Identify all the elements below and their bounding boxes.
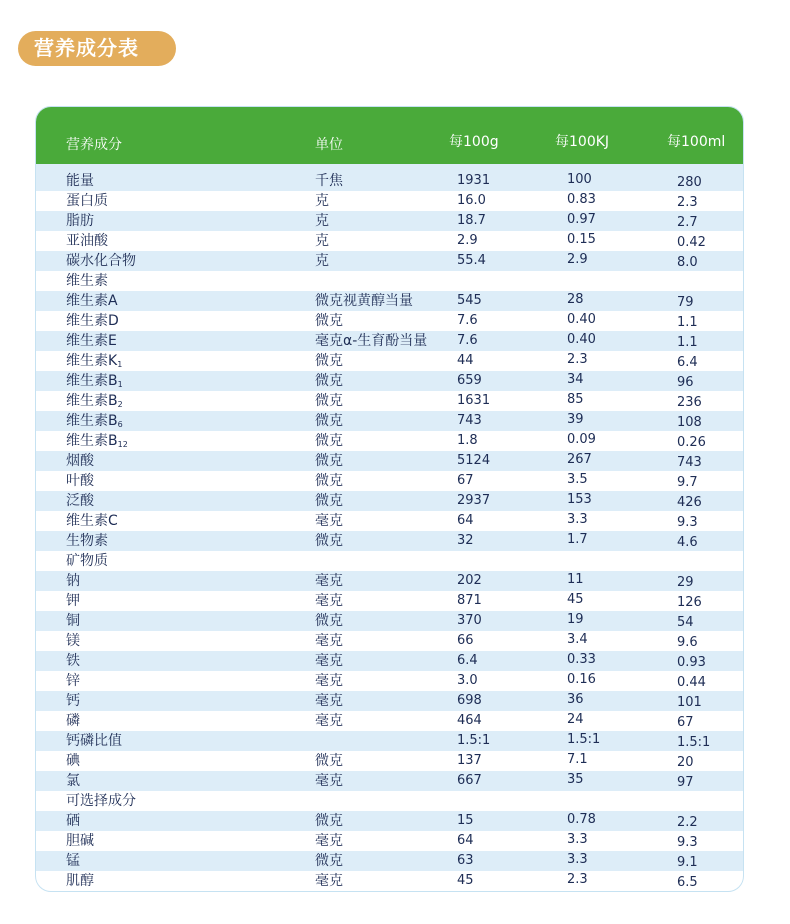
per-100ml-cell: 79 xyxy=(677,295,694,310)
nutrient-name xyxy=(66,491,94,511)
nutrient-name xyxy=(66,811,80,831)
nutrient-name xyxy=(66,651,80,671)
table-row xyxy=(36,871,743,891)
nutrient-name xyxy=(66,251,136,271)
per-100g-cell: 5124 xyxy=(457,453,491,468)
per-100g-cell: 6.4 xyxy=(457,653,478,668)
per-100g-cell: 63 xyxy=(457,853,474,868)
per-100g-cell: 464 xyxy=(457,713,482,728)
nutrient-name xyxy=(66,711,80,731)
table-row xyxy=(36,451,743,471)
table-row xyxy=(36,351,743,371)
table-row xyxy=(36,271,743,291)
nutrient-name-text: 锰 xyxy=(66,853,80,869)
per-100kj-cell: 3.5 xyxy=(567,472,588,487)
unit-cell: 毫克 xyxy=(315,573,343,589)
per-100ml-cell: 67 xyxy=(677,715,694,730)
header-per-100g: 每100g xyxy=(449,134,499,150)
nutrient-name-text: 铜 xyxy=(66,613,80,629)
table-row xyxy=(36,731,743,751)
per-100g-cell: 2937 xyxy=(457,493,491,508)
unit-cell: 微克 xyxy=(315,373,343,389)
per-100g-cell: 2.9 xyxy=(457,233,478,248)
nutrient-subscript: 12 xyxy=(117,440,128,449)
nutrient-name-text: 烟酸 xyxy=(66,453,94,469)
nutrient-name-text: 维生素A xyxy=(66,293,118,309)
nutrient-name xyxy=(66,471,94,491)
table-row xyxy=(36,391,743,411)
nutrient-name-text: 泛酸 xyxy=(66,493,94,509)
table-row xyxy=(36,671,743,691)
nutrient-name xyxy=(66,311,119,331)
nutrient-name-text: 钙 xyxy=(66,693,80,709)
nutrient-name-text: 胆碱 xyxy=(66,833,94,849)
nutrition-table xyxy=(35,106,744,892)
nutrient-name xyxy=(66,671,80,691)
per-100ml-cell: 96 xyxy=(677,375,694,390)
table-row xyxy=(36,251,743,271)
per-100g-cell: 667 xyxy=(457,773,482,788)
unit-cell: 毫克 xyxy=(315,713,343,729)
table-row xyxy=(36,371,743,391)
nutrient-name-text: 维生素D xyxy=(66,313,119,329)
nutrient-name xyxy=(66,691,80,711)
per-100kj-cell: 3.4 xyxy=(567,632,588,647)
nutrient-name-text: 蛋白质 xyxy=(66,193,108,209)
unit-cell: 千焦 xyxy=(315,173,343,189)
per-100kj-cell: 153 xyxy=(567,492,592,507)
table-row xyxy=(36,611,743,631)
header-unit: 单位 xyxy=(315,137,343,153)
unit-cell: 毫克 xyxy=(315,593,343,609)
unit-cell: 毫克 xyxy=(315,873,343,889)
per-100g-cell: 18.7 xyxy=(457,213,486,228)
table-row xyxy=(36,831,743,851)
nutrient-name xyxy=(66,871,94,891)
per-100kj-cell: 3.3 xyxy=(567,832,588,847)
per-100ml-cell: 2.2 xyxy=(677,815,698,830)
table-row xyxy=(36,551,743,571)
per-100kj-cell: 0.78 xyxy=(567,812,596,827)
per-100ml-cell: 236 xyxy=(677,395,702,410)
unit-cell: 微克 xyxy=(315,533,343,549)
unit-cell: 微克视黄醇当量 xyxy=(315,293,413,309)
nutrient-name-text: 维生素B xyxy=(66,413,118,429)
table-row xyxy=(36,851,743,871)
nutrient-subscript: 1 xyxy=(117,380,123,389)
per-100g-cell: 16.0 xyxy=(457,193,486,208)
per-100kj-cell: 0.16 xyxy=(567,672,596,687)
per-100kj-cell: 2.3 xyxy=(567,872,588,887)
nutrient-name-text: 生物素 xyxy=(66,533,108,549)
nutrient-name-text: 钾 xyxy=(66,593,80,609)
per-100g-cell: 659 xyxy=(457,373,482,388)
page-title: 营养成分表 xyxy=(18,31,176,66)
nutrient-name-text: 维生素B xyxy=(66,393,118,409)
per-100ml-cell: 743 xyxy=(677,455,702,470)
table-row xyxy=(36,771,743,791)
per-100kj-cell: 24 xyxy=(567,712,584,727)
nutrient-name-text: 可选择成分 xyxy=(66,793,136,809)
per-100kj-cell: 85 xyxy=(567,392,584,407)
unit-cell: 微克 xyxy=(315,313,343,329)
per-100ml-cell: 4.6 xyxy=(677,535,698,550)
unit-cell: 微克 xyxy=(315,753,343,769)
nutrient-name-text: 叶酸 xyxy=(66,473,94,489)
unit-cell: 克 xyxy=(315,213,329,229)
nutrient-name xyxy=(66,851,80,871)
unit-cell: 微克 xyxy=(315,353,343,369)
per-100kj-cell: 7.1 xyxy=(567,752,588,767)
per-100g-cell: 743 xyxy=(457,413,482,428)
nutrient-name xyxy=(66,191,108,211)
per-100ml-cell: 280 xyxy=(677,175,702,190)
per-100kj-cell: 0.97 xyxy=(567,212,596,227)
table-row xyxy=(36,811,743,831)
table-row xyxy=(36,431,743,451)
unit-cell: 毫克 xyxy=(315,673,343,689)
per-100kj-cell: 1.7 xyxy=(567,532,588,547)
per-100ml-cell: 8.0 xyxy=(677,255,698,270)
per-100g-cell: 545 xyxy=(457,293,482,308)
per-100ml-cell: 101 xyxy=(677,695,702,710)
unit-cell: 克 xyxy=(315,193,329,209)
per-100kj-cell: 11 xyxy=(567,572,584,587)
table-row xyxy=(36,531,743,551)
header-spacer xyxy=(36,164,743,171)
per-100kj-cell: 39 xyxy=(567,412,584,427)
per-100ml-cell: 9.7 xyxy=(677,475,698,490)
per-100kj-cell: 36 xyxy=(567,692,584,707)
unit-cell: 毫克 xyxy=(315,513,343,529)
table-row xyxy=(36,171,743,191)
per-100kj-cell: 0.15 xyxy=(567,232,596,247)
nutrient-name-text: 锌 xyxy=(66,673,80,689)
per-100ml-cell: 2.3 xyxy=(677,195,698,210)
nutrient-name-text: 氯 xyxy=(66,773,80,789)
per-100ml-cell: 6.5 xyxy=(677,875,698,890)
unit-cell: 微克 xyxy=(315,433,343,449)
unit-cell: 克 xyxy=(315,253,329,269)
nutrient-name xyxy=(66,831,94,851)
nutrient-name-text: 亚油酸 xyxy=(66,233,108,249)
unit-cell: 毫克 xyxy=(315,653,343,669)
per-100kj-cell: 19 xyxy=(567,612,584,627)
nutrient-name xyxy=(66,611,80,631)
per-100g-cell: 871 xyxy=(457,593,482,608)
per-100g-cell: 3.0 xyxy=(457,673,478,688)
per-100g-cell: 55.4 xyxy=(457,253,486,268)
nutrient-name-text: 镁 xyxy=(66,633,80,649)
nutrient-name-text: 铁 xyxy=(66,653,80,669)
nutrient-name xyxy=(66,731,122,751)
table-header xyxy=(36,107,743,164)
nutrient-name-text: 维生素K xyxy=(66,353,118,369)
per-100g-cell: 1631 xyxy=(457,393,491,408)
table-row xyxy=(36,471,743,491)
nutrient-name xyxy=(66,451,94,471)
per-100ml-cell: 9.6 xyxy=(677,635,698,650)
per-100kj-cell: 3.3 xyxy=(567,852,588,867)
table-row xyxy=(36,331,743,351)
unit-cell: 微克 xyxy=(315,853,343,869)
unit-cell: 毫克α-生育酚当量 xyxy=(315,333,428,349)
nutrient-name xyxy=(66,511,118,531)
nutrient-name-text: 钙磷比值 xyxy=(66,733,122,749)
table-row xyxy=(36,211,743,231)
nutrient-name xyxy=(66,631,80,651)
nutrient-name xyxy=(66,271,108,291)
per-100kj-cell: 28 xyxy=(567,292,584,307)
nutrient-name xyxy=(66,171,94,191)
nutrient-name xyxy=(66,791,136,811)
nutrient-name xyxy=(66,571,80,591)
per-100g-cell: 137 xyxy=(457,753,482,768)
header-nutrient: 营养成分 xyxy=(66,137,122,153)
per-100ml-cell: 426 xyxy=(677,495,702,510)
per-100g-cell: 44 xyxy=(457,353,474,368)
per-100kj-cell: 0.33 xyxy=(567,652,596,667)
table-row xyxy=(36,491,743,511)
nutrient-name xyxy=(66,771,80,791)
per-100ml-cell: 1.5:1 xyxy=(677,735,711,750)
unit-cell: 毫克 xyxy=(315,633,343,649)
table-row xyxy=(36,591,743,611)
table-row xyxy=(36,751,743,771)
per-100kj-cell: 35 xyxy=(567,772,584,787)
nutrient-name-text: 硒 xyxy=(66,813,80,829)
table-row xyxy=(36,191,743,211)
per-100kj-cell: 0.09 xyxy=(567,432,596,447)
table-row xyxy=(36,631,743,651)
per-100g-cell: 64 xyxy=(457,513,474,528)
unit-cell: 克 xyxy=(315,233,329,249)
unit-cell: 毫克 xyxy=(315,693,343,709)
per-100g-cell: 15 xyxy=(457,813,474,828)
per-100kj-cell: 2.3 xyxy=(567,352,588,367)
per-100g-cell: 202 xyxy=(457,573,482,588)
per-100ml-cell: 108 xyxy=(677,415,702,430)
nutrient-name-text: 肌醇 xyxy=(66,873,94,889)
per-100kj-cell: 267 xyxy=(567,452,592,467)
table-row xyxy=(36,691,743,711)
unit-cell: 微克 xyxy=(315,613,343,629)
per-100kj-cell: 100 xyxy=(567,172,592,187)
per-100kj-cell: 2.9 xyxy=(567,252,588,267)
nutrient-name-text: 维生素 xyxy=(66,273,108,289)
per-100ml-cell: 0.44 xyxy=(677,675,706,690)
table-row xyxy=(36,571,743,591)
unit-cell: 毫克 xyxy=(315,773,343,789)
nutrient-name-text: 能量 xyxy=(66,173,94,189)
per-100ml-cell: 1.1 xyxy=(677,315,698,330)
per-100ml-cell: 9.3 xyxy=(677,515,698,530)
per-100kj-cell: 0.40 xyxy=(567,312,596,327)
per-100g-cell: 66 xyxy=(457,633,474,648)
nutrient-name xyxy=(66,291,118,311)
nutrient-name-text: 钠 xyxy=(66,573,80,589)
per-100kj-cell: 34 xyxy=(567,372,584,387)
table-row xyxy=(36,231,743,251)
per-100ml-cell: 1.1 xyxy=(677,335,698,350)
table-row xyxy=(36,711,743,731)
per-100kj-cell: 1.5:1 xyxy=(567,732,601,747)
per-100ml-cell: 0.42 xyxy=(677,235,706,250)
nutrient-subscript: 6 xyxy=(117,420,123,429)
nutrient-subscript: 2 xyxy=(117,400,123,409)
unit-cell: 微克 xyxy=(315,813,343,829)
header-per-100kj: 每100KJ xyxy=(555,134,610,150)
nutrient-name-text: 维生素C xyxy=(66,513,118,529)
unit-cell: 微克 xyxy=(315,493,343,509)
per-100kj-cell: 45 xyxy=(567,592,584,607)
table-row xyxy=(36,511,743,531)
nutrient-name xyxy=(66,211,94,231)
nutrient-name-text: 维生素B xyxy=(66,373,118,389)
nutrient-name xyxy=(66,551,108,571)
per-100ml-cell: 2.7 xyxy=(677,215,698,230)
per-100g-cell: 1.5:1 xyxy=(457,733,491,748)
nutrient-subscript: 1 xyxy=(117,360,123,369)
nutrient-name-text: 矿物质 xyxy=(66,553,108,569)
per-100g-cell: 1.8 xyxy=(457,433,478,448)
nutrient-name xyxy=(66,751,80,771)
per-100g-cell: 7.6 xyxy=(457,333,478,348)
per-100kj-cell: 3.3 xyxy=(567,512,588,527)
table-row xyxy=(36,791,743,811)
per-100ml-cell: 9.3 xyxy=(677,835,698,850)
per-100g-cell: 698 xyxy=(457,693,482,708)
nutrient-name xyxy=(66,531,108,551)
per-100ml-cell: 29 xyxy=(677,575,694,590)
nutrient-name xyxy=(66,591,80,611)
per-100g-cell: 32 xyxy=(457,533,474,548)
unit-cell: 微克 xyxy=(315,473,343,489)
per-100kj-cell: 0.83 xyxy=(567,192,596,207)
per-100ml-cell: 20 xyxy=(677,755,694,770)
unit-cell: 微克 xyxy=(315,413,343,429)
per-100g-cell: 45 xyxy=(457,873,474,888)
per-100ml-cell: 9.1 xyxy=(677,855,698,870)
per-100g-cell: 64 xyxy=(457,833,474,848)
header-per-100ml: 每100ml xyxy=(667,134,726,150)
nutrient-name xyxy=(66,331,117,351)
nutrient-name-text: 维生素E xyxy=(66,333,117,349)
per-100ml-cell: 126 xyxy=(677,595,702,610)
unit-cell: 微克 xyxy=(315,453,343,469)
unit-cell: 微克 xyxy=(315,393,343,409)
unit-cell: 毫克 xyxy=(315,833,343,849)
per-100g-cell: 7.6 xyxy=(457,313,478,328)
table-row xyxy=(36,311,743,331)
table-body xyxy=(36,171,743,891)
nutrient-name xyxy=(66,231,108,251)
per-100ml-cell: 97 xyxy=(677,775,694,790)
nutrient-name-text: 磷 xyxy=(66,713,80,729)
per-100g-cell: 1931 xyxy=(457,173,491,188)
per-100g-cell: 370 xyxy=(457,613,482,628)
nutrient-name-text: 维生素B xyxy=(66,433,118,449)
table-row xyxy=(36,411,743,431)
per-100kj-cell: 0.40 xyxy=(567,332,596,347)
per-100g-cell: 67 xyxy=(457,473,474,488)
table-row xyxy=(36,291,743,311)
per-100ml-cell: 6.4 xyxy=(677,355,698,370)
table-row xyxy=(36,651,743,671)
per-100ml-cell: 0.26 xyxy=(677,435,706,450)
per-100ml-cell: 0.93 xyxy=(677,655,706,670)
nutrient-name-text: 碳水化合物 xyxy=(66,253,136,269)
nutrient-name-text: 脂肪 xyxy=(66,213,94,229)
nutrient-name-text: 碘 xyxy=(66,753,80,769)
per-100ml-cell: 54 xyxy=(677,615,694,630)
